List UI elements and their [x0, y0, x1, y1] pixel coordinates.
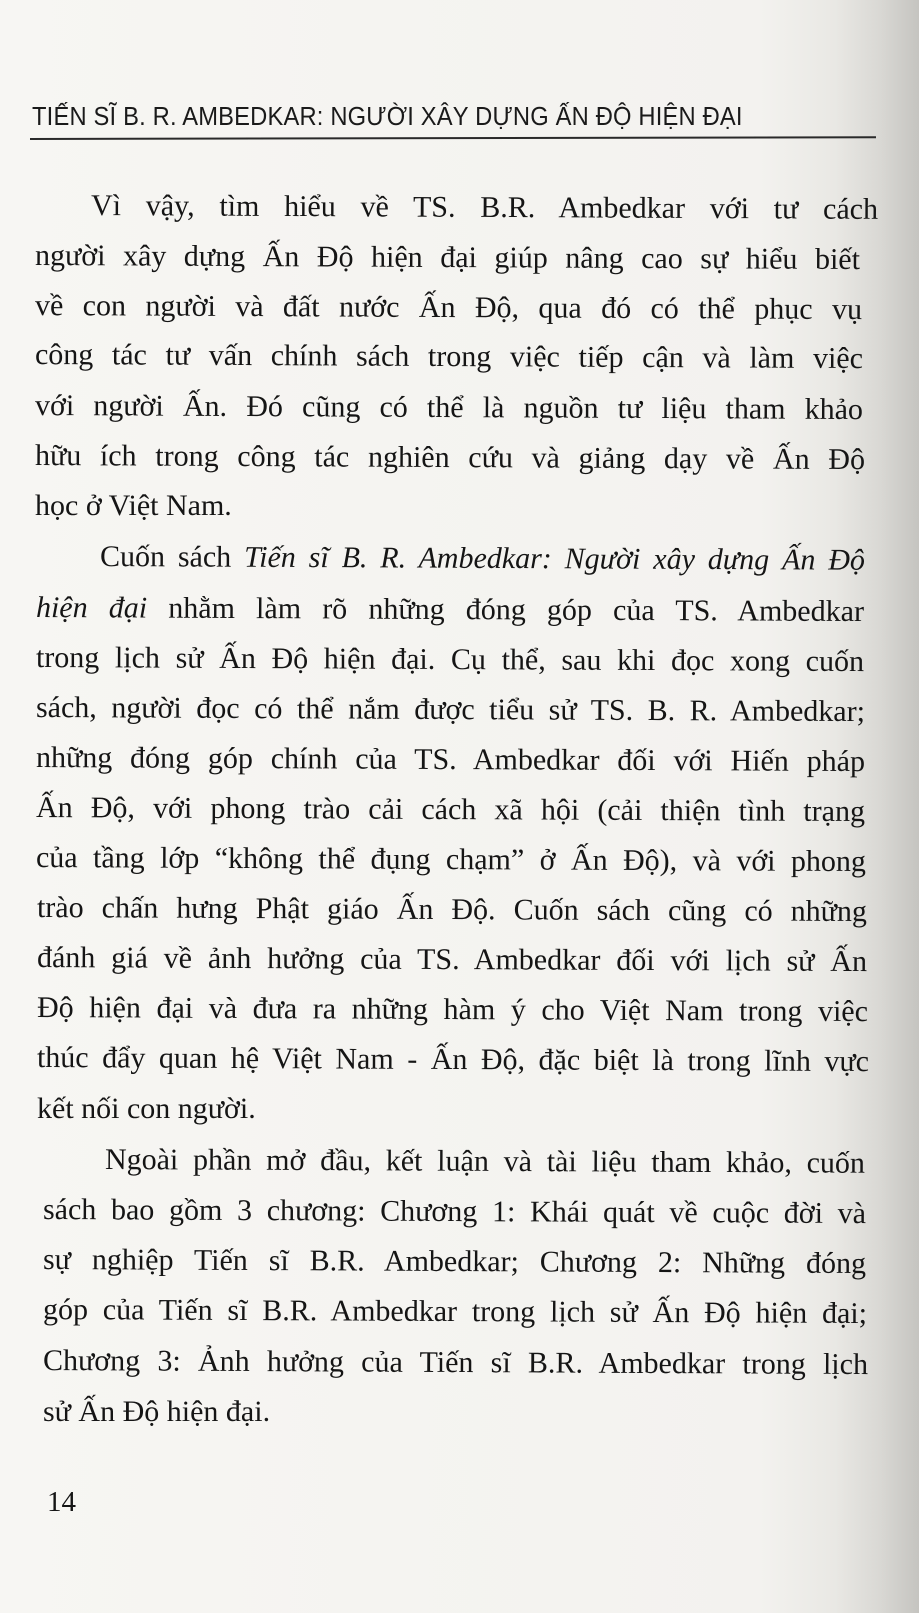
text-line: công tác tư vấn chính sách trong việc tiếp cận và làm việc [34, 338, 864, 376]
page-number: 14 [47, 1486, 76, 1518]
text-span: nhằm làm rõ những đóng góp của TS. Ambedkar [147, 591, 865, 629]
running-header-title: TIẾN SĨ B. R. AMBEDKAR: NGƯỜI XÂY DỰNG ẤN ĐỘ HIỆN ĐẠI [32, 103, 743, 131]
text-span: Cuốn sách [99, 540, 245, 574]
text-line: thúc đẩy quan hệ Việt Nam - Ấn Độ, đặc biệt là trong lĩnh vực [36, 1041, 870, 1079]
text-line: với người Ấn. Đó cũng có thể là nguồn tư liệu tham khảo [34, 389, 864, 427]
book-title-italic: Tiến sĩ B. R. Ambedkar: Người xây dựng Ấn Độ [244, 540, 866, 577]
text-line: học ở Việt Nam. [35, 489, 232, 522]
text-line: Ngoài phần mở đầu, kết luận và tài liệu tham khảo, cuốn [104, 1143, 866, 1180]
text-line: Ấn Độ, với phong trào cải cách xã hội (cải thiện tình trạng [35, 791, 866, 829]
text-line: Vì vậy, tìm hiểu về TS. B.R. Ambedkar với tư cách [90, 189, 879, 226]
text-line: những đóng góp chính của TS. Ambedkar đối với Hiến pháp [35, 741, 866, 779]
text-line: sách bao gồm 3 chương: Chương 1: Khái quát về cuộc đời và [42, 1193, 867, 1231]
text-line: Chương 3: Ảnh hưởng của Tiến sĩ B.R. Ambedkar trong lịch [42, 1344, 869, 1382]
text-line: Độ hiện đại và đưa ra những hàm ý cho Việt Nam trong việc [36, 991, 869, 1029]
text-line: người xây dựng Ấn Độ hiện đại giúp nâng cao sự hiểu biết [34, 239, 861, 277]
text-line: sử Ấn Độ hiện đại. [43, 1395, 271, 1428]
text-line: trào chấn hưng Phật giáo Ấn Độ. Cuốn sách cũng có những [36, 891, 868, 929]
text-line: sự nghiệp Tiến sĩ B.R. Ambedkar; Chương 2: Những đóng [42, 1243, 867, 1281]
text-line: góp của Tiến sĩ B.R. Ambedkar trong lịch sử Ấn Độ hiện đại; [42, 1293, 868, 1331]
text-line: hữu ích trong công tác nghiên cứu và giảng dạy về Ấn Độ [34, 439, 866, 477]
book-title-italic: hiện đại [35, 591, 148, 625]
text-line: đánh giá về ảnh hưởng của TS. Ambedkar đối với lịch sử Ấn [36, 941, 868, 979]
text-line: về con người và đất nước Ấn Độ, qua đó có thể phục vụ [34, 289, 863, 327]
text-line: kết nối con người. [37, 1092, 256, 1125]
text-line: của tầng lớp “không thể đụng chạm” ở Ấn Độ), và với phong [35, 841, 867, 879]
text-line: sách, người đọc có thể nắm được tiểu sử TS. B. R. Ambedkar; [35, 691, 866, 729]
text-line: trong lịch sử Ấn Độ hiện đại. Cụ thể, sau khi đọc xong cuốn [35, 641, 865, 679]
